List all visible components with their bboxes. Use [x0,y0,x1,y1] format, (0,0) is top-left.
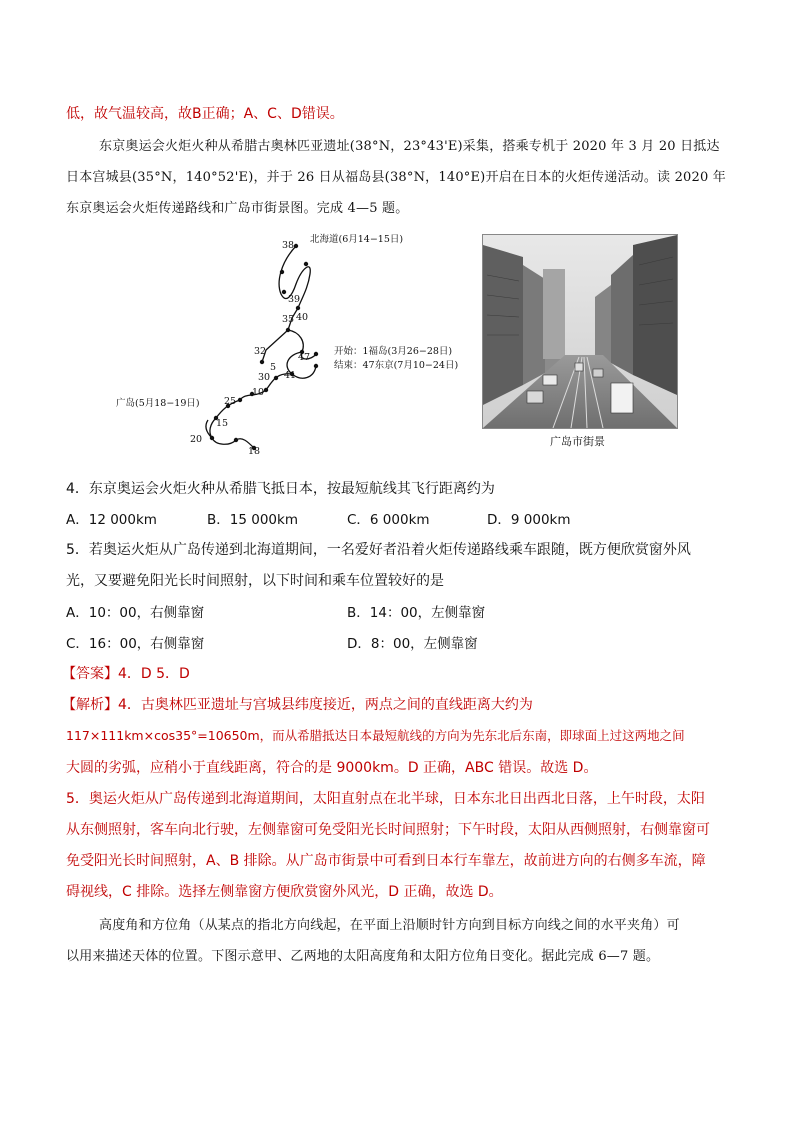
q5-option-b: B．14：00，左侧靠窗 [347,605,486,621]
next-passage-line-2: 以用来描述天体的位置。下图示意甲、乙两地的太阳高度角和太阳方位角日变化。据此完成 6—7 题。 [66,949,660,964]
map-num-5: 5 [270,362,277,373]
passage-line-2: 日本宫城县(35°N，140°52'E)，并于 26 日从福岛县(38°N，140°E)开启在日本的火炬传递活动。读 2020 年 [66,170,726,185]
analysis-line-7: 碍视线，C 排除。选择左侧靠窗方便欣赏窗外风光，D 正确，故选 D。 [66,884,503,900]
q5-stem-line-2: 光，又要避免阳光长时间照射，以下时间和乘车位置较好的是 [66,573,444,589]
analysis-line-4: 5．奥运火炬从广岛传递到北海道期间，太阳直射点在北半球，日本东北日出西北日落，上午时段，太阳 [66,791,705,807]
next-passage-line-1: 高度角和方位角（从某点的指北方向线起，在平面上沿顺时针方向到目标方向线之间的水平夹角）可 [99,918,680,933]
map-label-start: 开始：1福岛(3月26−28日) [334,346,453,357]
passage-line-3: 东京奥运会火炬传递路线和广岛市街景图。完成 4—5 题。 [66,201,409,216]
map-num-32: 32 [254,346,267,357]
analysis-line-2: 117×111km×cos35°=10650m，而从希腊抵达日本最短航线的方向为先东北后东南，即球面上过这两地之间 [66,728,685,743]
map-label-end: 结束：47东京(7月10−24日) [334,360,459,371]
map-num-15: 15 [216,418,229,429]
hiroshima-street-photo [482,234,678,429]
map-label-hiroshima: 广岛(5月18−19日) [116,398,200,409]
intro-answer-line: 低，故气温较高，故B正确；A、C、D错误。 [66,106,344,122]
map-num-38: 38 [282,240,295,251]
q4-option-c: C．6 000km [347,512,430,528]
answer-tag: 【答案】 [62,666,118,682]
analysis-line-3: 大圆的劣弧，应稍小于直线距离，符合的是 9000km。D 正确，ABC 错误。故选 D。 [66,760,598,776]
answer-text: 4．D 5．D [118,666,190,682]
q5-option-d: D．8：00，左侧靠窗 [347,636,478,652]
q4-option-b: B．15 000km [207,512,298,528]
map-label-hokkaido: 北海道(6月14−15日) [310,234,404,245]
analysis-line-5: 从东侧照射，客车向北行驶，左侧靠窗可免受阳光长时间照射；下午时段，太阳从西侧照射，右侧靠窗可 [66,822,710,838]
map-num-10: 10 [252,387,265,398]
map-num-39: 39 [288,294,301,305]
analysis-line-1 [62,694,533,714]
map-num-41: 41 [284,370,297,381]
map-num-30: 30 [258,372,271,383]
photo-caption: 广岛市街景 [550,435,605,448]
q4-stem: 4．东京奥运会火炬火种从希腊飞抵日本，按最短航线其飞行距离约为 [66,481,495,497]
passage-line-1: 东京奥运会火炬火种从希腊古奥林匹亚遗址(38°N，23°43'E)采集，搭乘专机于 2020 年 3 月 20 日抵达 [99,139,720,154]
q4-option-a: A．12 000km [66,512,157,528]
q5-stem-line-1: 5．若奥运火炬从广岛传递到北海道期间，一名爱好者沿着火炬传递路线乘车跟随，既方便欣赏窗外风 [66,542,691,558]
q4-option-d: D．9 000km [487,512,571,528]
q5-option-c: C．16：00，右侧靠窗 [66,636,205,652]
map-num-40: 40 [296,312,309,323]
analysis-text-1: 4．古奥林匹亚遗址与宫城县纬度接近，两点之间的直线距离大约为 [118,697,533,713]
answer-line [62,663,190,683]
map-num-20: 20 [190,434,203,445]
map-num-25: 25 [224,396,237,407]
q5-option-a: A．10：00，右侧靠窗 [66,605,205,621]
analysis-line-6: 免受阳光长时间照射，A、B 排除。从广岛市街景中可看到日本行车靠左，故前进方向的右侧多车流，障 [66,853,706,869]
map-num-47: 47 [298,352,311,363]
analysis-tag: 【解析】 [62,697,118,713]
map-num-35: 35 [282,314,295,325]
torch-route-map [116,232,468,457]
map-num-18: 18 [248,446,261,457]
